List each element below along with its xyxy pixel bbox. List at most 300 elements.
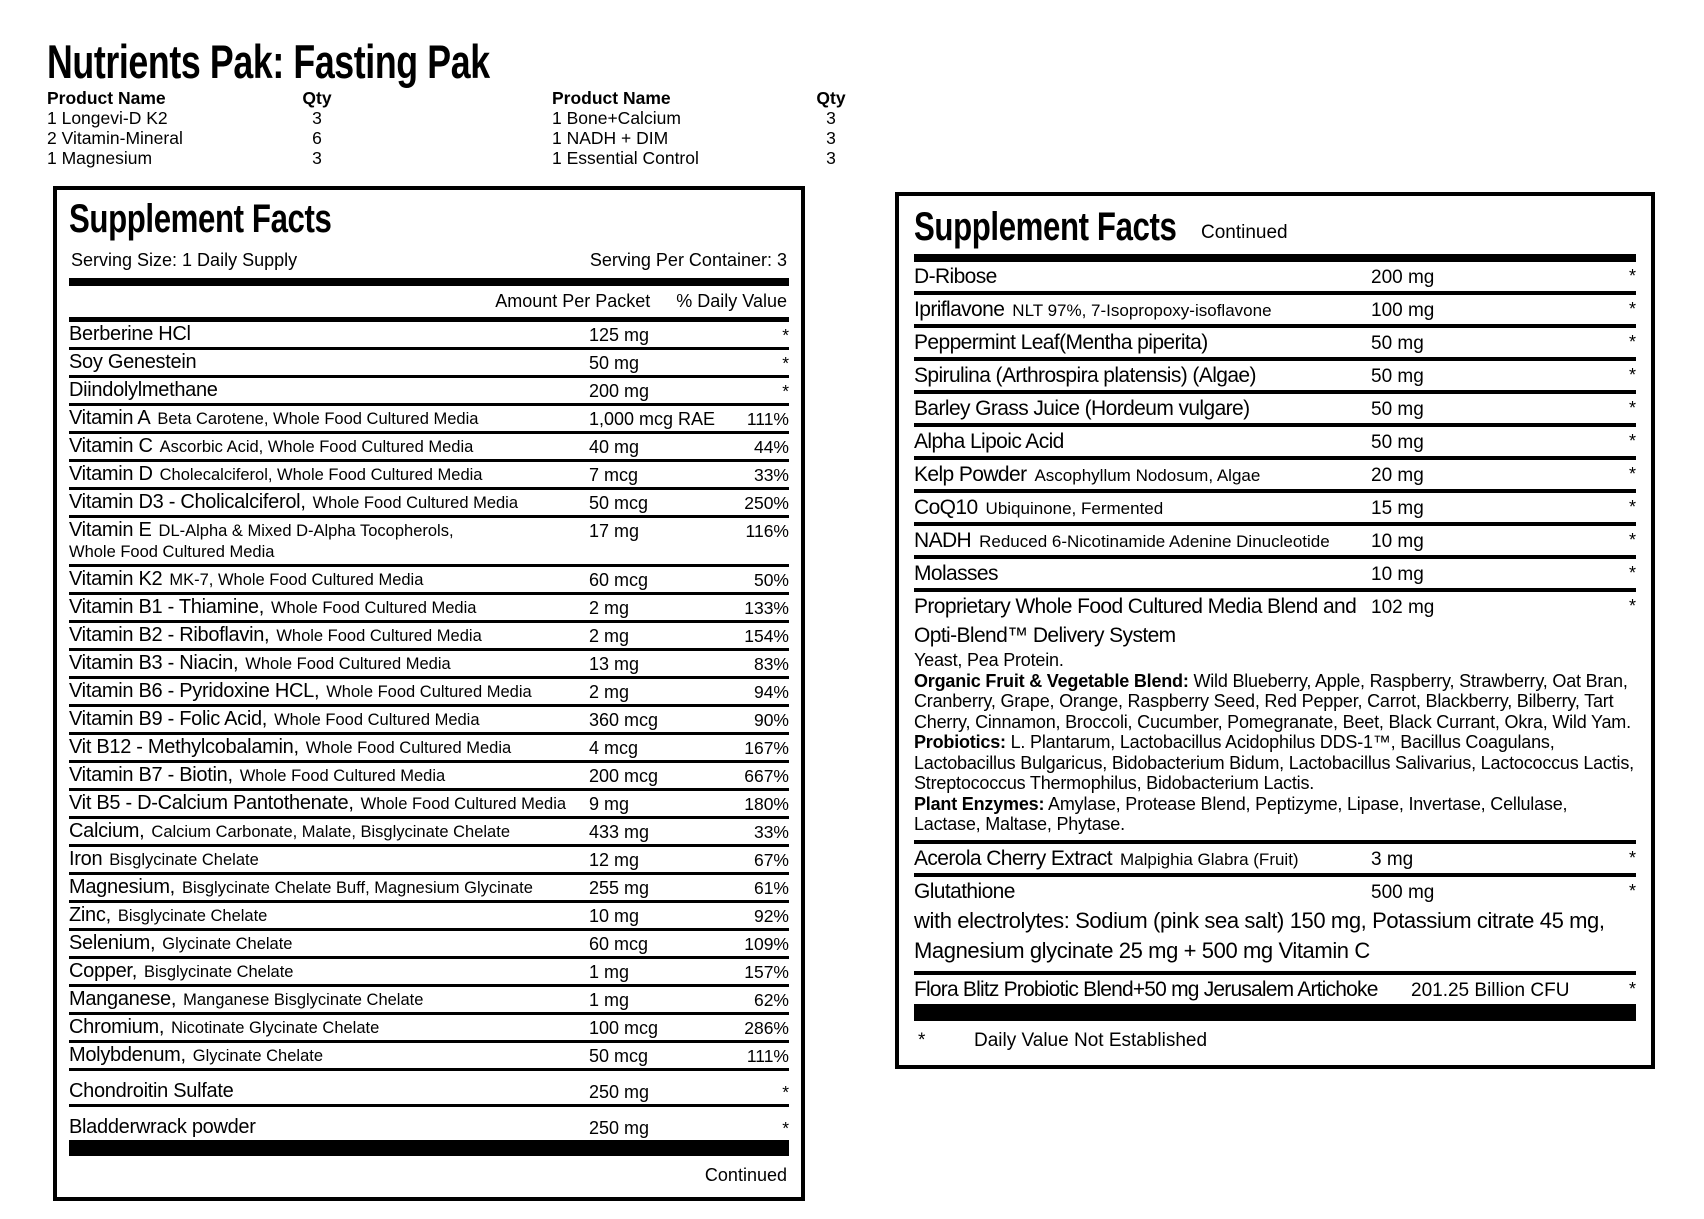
ingredient-name: Bladderwrack powder (69, 1116, 256, 1138)
amount-value: 20 mg (1371, 465, 1424, 486)
ingredient-desc: MK-7, Whole Food Cultured Media (169, 571, 424, 589)
row-name-line (914, 592, 1359, 621)
amount-value: 2 mg (589, 598, 630, 618)
amount-value: 125 mg (589, 325, 650, 345)
row-main (69, 1015, 589, 1040)
ingredient-name: Diindolylmethane (69, 379, 218, 401)
amount-value: 250 mg (589, 1118, 650, 1138)
daily-value-cell: 667% (744, 766, 789, 786)
thick-divider (69, 278, 789, 286)
product-qty-cell: Qty (816, 88, 846, 108)
spacer-cell (352, 148, 552, 168)
amount-value: 50 mg (589, 353, 640, 373)
row-top (69, 623, 789, 648)
row-top (69, 903, 789, 928)
table-row (914, 526, 1636, 559)
table-row (914, 975, 1636, 1008)
daily-value-cell: * (782, 353, 789, 373)
row-top (69, 819, 789, 844)
row-main (69, 679, 589, 704)
row-top (69, 735, 789, 760)
row-name-line (69, 791, 589, 816)
row-main (914, 526, 1359, 555)
amount-value: 102 mg (1371, 597, 1435, 618)
ingredient-desc-line2: Whole Food Cultured Media (69, 543, 275, 561)
ingredient-name: Manganese, (69, 988, 177, 1010)
amount-value: 50 mcg (589, 493, 649, 513)
daily-value-cell: * (1628, 563, 1636, 583)
amount-value: 12 mg (589, 850, 640, 870)
ingredient-name: Alpha Lipoic Acid (914, 430, 1064, 453)
servings-per-container: Serving Per Container: 3 (589, 250, 787, 270)
ingredient-name: Vitamin B1 - Thiamine, (69, 596, 264, 618)
ingredient-name: Zinc, (69, 904, 111, 926)
row-name-line (914, 295, 1359, 324)
ingredient-name: Copper, (69, 960, 137, 982)
ingredient-name: Vitamin K2 (69, 568, 163, 590)
row-name-line (69, 959, 589, 984)
daily-value-cell: * (782, 381, 789, 401)
ingredient-name: Proprietary Whole Food Cultured Media Blend and (914, 595, 1357, 618)
right-panel-rows (914, 262, 1636, 1008)
row-main (914, 328, 1359, 357)
row-top (914, 877, 1636, 906)
ingredient-name: Chromium, (69, 1016, 165, 1038)
row-sub-text: Probiotics: L. Plantarum, Lactobacillus Acidophilus DDS-1™, Bacillus Coagulans, Lactobacillus Bulgaricus, Bidobacterium Bidum, Lactobacillus Salivarius, Lactococcus Lactis, Streptococcus Thermophilus, Bidobacterium Lactis. (914, 732, 1634, 793)
ingredient-desc: NLT 97%, 7-Isopropoxy-isoflavone (1012, 301, 1272, 320)
serving-size: Serving Size: 1 Daily Supply (71, 250, 298, 270)
table-row (914, 877, 1636, 975)
amount-value: 255 mg (589, 878, 650, 898)
amount-value: 50 mg (1371, 399, 1424, 420)
amount-value: 200 mg (1371, 267, 1435, 288)
daily-value-cell: * (1628, 497, 1636, 517)
row-main (69, 931, 589, 956)
row-name-line (69, 434, 589, 459)
row-details (914, 906, 1636, 971)
ingredient-desc: Malpighia Glabra (Fruit) (1120, 849, 1299, 869)
row-name-line (914, 394, 1359, 423)
row-main (69, 763, 589, 788)
row-name-line (914, 361, 1359, 390)
row-top (914, 361, 1636, 390)
ingredient-desc: Whole Food Cultured Media (239, 767, 446, 785)
table-row (69, 847, 789, 875)
right-panel-subtitle: Continued (1201, 222, 1288, 243)
row-name-line (69, 987, 589, 1012)
daily-value-cell: * (1628, 332, 1636, 352)
row-main (69, 791, 589, 816)
row-top (69, 959, 789, 984)
row-top (69, 763, 789, 788)
row-main (69, 322, 589, 347)
row-main (914, 460, 1359, 489)
left-panel-rows (69, 322, 789, 1143)
table-row (914, 262, 1636, 295)
row-main (69, 1115, 589, 1140)
row-main (69, 518, 589, 564)
daily-value-cell: 67% (753, 850, 789, 870)
daily-value-cell: * (1628, 266, 1636, 286)
ingredient-name: Peppermint Leaf(Mentha piperita) (914, 331, 1208, 354)
amount-value: 10 mg (589, 906, 640, 926)
daily-value-cell: * (782, 1082, 789, 1102)
row-name-line (914, 526, 1359, 555)
amount-value: 100 mg (1371, 300, 1435, 321)
table-row (914, 592, 1636, 844)
table-row (69, 434, 789, 462)
ingredient-name: Glutathione (914, 879, 1015, 903)
ingredient-name: Vitamin C (69, 435, 153, 457)
ingredient-desc: Nicotinate Glycinate Chelate (171, 1019, 380, 1037)
ingredient-name: NADH (914, 529, 972, 552)
continued-note: Continued (704, 1165, 787, 1185)
daily-value-cell: 116% (745, 521, 789, 541)
ingredient-desc: Calcium Carbonate, Malate, Bisglycinate Chelate (151, 823, 510, 841)
row-main (69, 819, 589, 844)
ingredient-desc: Whole Food Cultured Media (270, 599, 477, 617)
row-name-line (69, 462, 589, 487)
row-main (69, 875, 589, 900)
daily-value-cell: * (1628, 978, 1636, 999)
amount-value: 17 mg (589, 521, 640, 541)
row-top (69, 791, 789, 816)
table-row (69, 350, 789, 378)
supplement-facts-panel (53, 186, 805, 1201)
amount-value: 7 mcg (589, 465, 639, 485)
row-top (69, 490, 789, 515)
table-row (914, 361, 1636, 394)
amount-value: 100 mcg (589, 1018, 659, 1038)
ingredient-name: Selenium, (69, 932, 156, 954)
sub-label: Organic Fruit & Vegetable Blend: (914, 670, 1189, 691)
table-row (69, 567, 789, 595)
product-name-cell: 1 Bone+Calcium (552, 108, 681, 128)
amount-value: 9 mg (589, 794, 630, 814)
row-main (69, 378, 589, 403)
row-sub-text: Plant Enzymes: Amylase, Protease Blend, Peptizyme, Lipase, Invertase, Cellulase, Lactase, Maltase, Phytase. (914, 793, 1568, 834)
table-row (69, 707, 789, 735)
table-row (69, 595, 789, 623)
row-name-line (69, 931, 589, 956)
page-title: Nutrients Pak: Fasting Pak (47, 35, 490, 88)
row-main (69, 987, 589, 1012)
amount-value: 15 mg (1371, 498, 1424, 519)
daily-value-cell: 50% (753, 570, 789, 590)
daily-value-cell: 44% (753, 437, 789, 457)
row-top (914, 493, 1636, 522)
row-name-line (69, 490, 589, 515)
ingredient-name: CoQ10 (914, 496, 978, 519)
table-row (69, 819, 789, 847)
daily-value-cell: 61% (753, 878, 789, 898)
daily-value-cell: 94% (753, 682, 789, 702)
row-main (69, 707, 589, 732)
ingredient-desc: Bisglycinate Chelate (117, 907, 268, 925)
row-name-line (69, 707, 589, 732)
row-main (914, 262, 1359, 291)
daily-value-cell: * (1628, 596, 1636, 616)
daily-value-cell: 133% (744, 598, 789, 618)
table-row (69, 987, 789, 1015)
table-row (69, 518, 789, 567)
product-qty-cell: 3 (312, 108, 322, 128)
row-name-line (69, 322, 589, 347)
table-row (69, 490, 789, 518)
table-row (914, 493, 1636, 526)
row-name-line (914, 877, 1359, 906)
left-panel-title-row (69, 198, 789, 246)
ingredient-name: Kelp Powder (914, 463, 1027, 486)
row-main (914, 592, 1359, 650)
ingredient-name: Vitamin B6 - Pyridoxine HCL, (69, 680, 320, 702)
amount-value: 3 mg (1371, 848, 1414, 870)
daily-value-cell: 33% (753, 822, 789, 842)
ingredient-name: D-Ribose (914, 265, 997, 288)
amount-value: 50 mcg (589, 1046, 649, 1066)
daily-value-cell: * (1628, 847, 1636, 868)
row-main (914, 877, 1359, 906)
row-detail-line: with electrolytes: Sodium (pink sea salt) 150 mg, Potassium citrate 45 mg, Magnesium glycinate 25 mg + 500 mg Vitamin C (914, 907, 1605, 963)
row-top (69, 651, 789, 676)
ingredient-desc: Bisglycinate Chelate Buff, Magnesium Glycinate (181, 879, 533, 897)
serving-info-row (69, 246, 789, 278)
ingredient-name: Vitamin D (69, 463, 153, 485)
footnote-text: Daily Value Not Established (974, 1029, 1208, 1051)
ingredient-name: Soy Genestein (69, 351, 197, 373)
amount-value: 50 mg (1371, 366, 1424, 387)
product-name-cell: 1 NADH + DIM (552, 128, 669, 148)
amount-value: 250 mg (589, 1082, 650, 1102)
ingredient-name: Magnesium, (69, 876, 175, 898)
row-main (914, 975, 1399, 1004)
daily-value-cell: 154% (744, 626, 789, 646)
row-top (69, 567, 789, 592)
ingredient-name: Vit B5 - D-Calcium Pantothenate, (69, 792, 354, 814)
ingredient-name: Iron (69, 848, 103, 870)
row-name-line (69, 1015, 589, 1040)
table-row (69, 903, 789, 931)
row-top (69, 518, 789, 564)
table-row (69, 679, 789, 707)
row-name-line (69, 679, 589, 704)
ingredient-desc: Bisglycinate Chelate (143, 963, 294, 981)
amount-value: 4 mcg (589, 738, 639, 758)
product-qty-cell: 3 (826, 128, 836, 148)
row-main (69, 651, 589, 676)
ingredient-desc: Ubiquinone, Fermented (985, 499, 1164, 518)
amount-value: 60 mcg (589, 934, 649, 954)
row-main (914, 493, 1359, 522)
ingredient-name: Flora Blitz Probiotic Blend+50 mg Jerusalem Artichoke (914, 977, 1378, 1001)
amount-value: 60 mcg (589, 570, 649, 590)
amount-value: 2 mg (589, 682, 630, 702)
table-row (69, 1043, 789, 1071)
ingredient-name: Spirulina (Arthrospira platensis) (Algae) (914, 364, 1256, 387)
row-top (914, 592, 1636, 650)
row-name-line (69, 651, 589, 676)
row-main (914, 295, 1359, 324)
row-name-line (914, 328, 1359, 357)
row-name-line (914, 844, 1359, 873)
amount-value: 1 mg (589, 962, 630, 982)
row-main (69, 623, 589, 648)
row-name-line (69, 623, 589, 648)
ingredient-desc: Whole Food Cultured Media (274, 711, 480, 729)
table-row (69, 322, 789, 350)
amount-value: 10 mg (1371, 564, 1424, 585)
row-top (69, 1107, 789, 1140)
daily-value-cell: 111% (746, 409, 789, 429)
row-top (69, 322, 789, 347)
product-qty-cell: 3 (826, 148, 836, 168)
ingredient-desc: Whole Food Cultured Media (305, 739, 512, 757)
row-name-line (69, 1043, 589, 1068)
amount-value: 1 mg (589, 990, 630, 1010)
row-main (69, 490, 589, 515)
table-row (914, 394, 1636, 427)
right-panel-title-row (914, 206, 1636, 254)
daily-value-cell: 90% (753, 710, 789, 730)
row-top (69, 875, 789, 900)
row-main (914, 427, 1359, 456)
row-sub-text: Organic Fruit & Vegetable Blend: Wild Blueberry, Apple, Raspberry, Strawberry, Oat Bran, Cranberry, Grape, Orange, Raspberry Seed, Red Pepper, Carrot, Blackberry, Bilberry, Tart Cherry, Cinnamon, Broccoli, Cucumber, Pomegranate, Beet, Black Currant, Okra, Wild Yam. (914, 670, 1631, 732)
ingredient-name: Vitamin B9 - Folic Acid, (69, 708, 268, 730)
amount-value: 433 mg (589, 822, 650, 842)
row-main (69, 903, 589, 928)
sub-label: Probiotics: (914, 732, 1006, 752)
row-top (69, 707, 789, 732)
product-qty-cell: 3 (826, 108, 836, 128)
ingredient-desc: Reduced 6-Nicotinamide Adenine Dinucleotide (979, 532, 1330, 551)
daily-value-cell: 83% (753, 654, 789, 674)
daily-value-cell: * (1628, 365, 1636, 385)
amount-value: 200 mg (589, 381, 650, 401)
ingredient-desc: DL-Alpha & Mixed D-Alpha Tocopherols, (158, 522, 454, 540)
row-name-line (914, 559, 1359, 588)
daily-value-cell: 180% (744, 794, 789, 814)
ingredient-name: Barley Grass Juice (Hordeum vulgare) (914, 397, 1250, 420)
ingredient-name: Vitamin B7 - Biotin, (69, 764, 233, 786)
row-name-line (914, 262, 1359, 291)
row-main (69, 434, 589, 459)
row-name-line (69, 847, 589, 872)
ingredient-desc: Ascorbic Acid, Whole Food Cultured Media (159, 438, 474, 456)
row-top (69, 847, 789, 872)
table-row (69, 1071, 789, 1107)
row-top (69, 406, 789, 431)
row-main (914, 559, 1359, 588)
product-name-cell: 1 Essential Control (552, 148, 699, 168)
row-name-line (69, 1079, 589, 1104)
amount-value: 13 mg (589, 654, 640, 674)
spacer-cell (352, 128, 552, 148)
products-table (47, 88, 867, 168)
table-row (69, 623, 789, 651)
product-qty-cell: 6 (312, 128, 322, 148)
amount-column-header: Amount Per Packet (495, 291, 651, 311)
row-main (914, 394, 1359, 423)
table-row (69, 931, 789, 959)
table-row (69, 378, 789, 406)
ingredient-desc: Beta Carotene, Whole Food Cultured Media (157, 410, 479, 428)
supplement-facts-continued-panel (895, 192, 1655, 1069)
daily-value-cell: * (782, 325, 789, 345)
product-name-cell: Product Name (552, 88, 671, 108)
table-row (914, 460, 1636, 493)
thick-divider (69, 1143, 789, 1156)
row-name-line (69, 567, 589, 592)
row-name-line (69, 350, 589, 375)
table-row (69, 735, 789, 763)
amount-value: 201.25 Billion CFU (1411, 979, 1570, 1001)
spacer-cell (352, 88, 552, 108)
ingredient-name-line2: Opti-Blend™ Delivery System (914, 624, 1176, 647)
row-name-line (914, 975, 1399, 1004)
footnote-asterisk: * (918, 1029, 926, 1051)
daily-value-cell: 111% (746, 1046, 789, 1066)
daily-value-column-header: % Daily Value (676, 291, 787, 311)
table-row (69, 1015, 789, 1043)
ingredient-name: Calcium, (69, 820, 145, 842)
row-main (69, 406, 589, 431)
product-name-cell: 1 Magnesium (47, 148, 153, 168)
daily-value-cell: 92% (753, 906, 789, 926)
ingredient-desc: Whole Food Cultured Media (312, 494, 519, 512)
row-top (69, 595, 789, 620)
row-name-line (69, 903, 589, 928)
row-top (69, 987, 789, 1012)
thick-divider (914, 254, 1636, 262)
table-row (914, 427, 1636, 460)
row-top (69, 350, 789, 375)
ingredient-name: Vitamin B3 - Niacin, (69, 652, 239, 674)
ingredient-desc: Ascophyllum Nodosum, Algae (1034, 466, 1261, 485)
ingredient-desc: Whole Food Cultured Media (360, 795, 567, 813)
row-main (69, 959, 589, 984)
table-row (69, 791, 789, 819)
ingredient-name: Vit B12 - Methylcobalamin, (69, 736, 299, 758)
row-name-line (69, 735, 589, 760)
table-row (914, 295, 1636, 328)
ingredient-name: Chondroitin Sulfate (69, 1080, 234, 1102)
daily-value-cell: * (782, 1118, 789, 1138)
row-name-line (69, 875, 589, 900)
row-main (69, 735, 589, 760)
row-name-line (914, 427, 1359, 456)
row-name-line (69, 595, 589, 620)
row-top (914, 526, 1636, 555)
table-row (914, 328, 1636, 361)
row-main (69, 350, 589, 375)
row-top (69, 434, 789, 459)
row-top (914, 460, 1636, 489)
row-top (914, 328, 1636, 357)
spacer-cell (352, 108, 552, 128)
row-main (69, 567, 589, 592)
column-headers (69, 286, 789, 317)
row-name-line (914, 460, 1359, 489)
amount-value: 10 mg (1371, 531, 1424, 552)
row-main (914, 361, 1359, 390)
row-top (914, 559, 1636, 588)
daily-value-cell: * (1628, 880, 1636, 901)
row-main (69, 847, 589, 872)
daily-value-cell: 157% (744, 962, 789, 982)
row-top (914, 975, 1636, 1004)
row-name-line (69, 1115, 589, 1140)
ingredient-name: Vitamin E (69, 519, 152, 541)
